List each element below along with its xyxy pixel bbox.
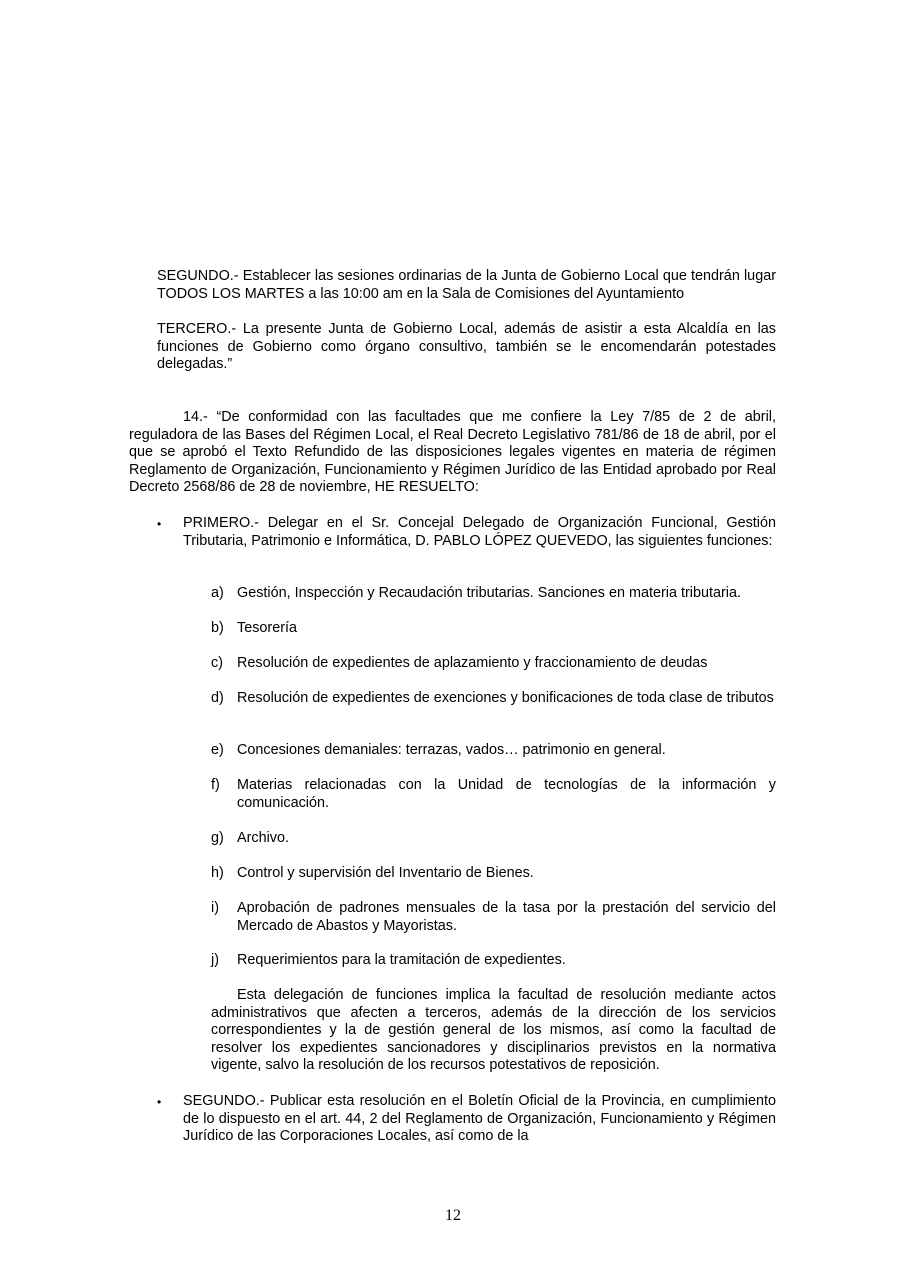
bullet-segundo: • bbox=[157, 1095, 162, 1109]
list-item: Control y supervisión del Inventario de Bienes. bbox=[237, 865, 534, 881]
segundo-paragraph: SEGUNDO.- Establecer las sesiones ordinarias de la Junta de Gobierno Local que tendrán lugar TODOS LOS MARTES a las 10:00 am en la Sala de Comisiones del Ayuntamiento bbox=[157, 268, 776, 302]
list-item-label: f) bbox=[211, 777, 220, 793]
list-item: Aprobación de padrones mensuales de la tasa por la prestación del servicio del Mercado de Abastos y Mayoristas. bbox=[237, 900, 776, 934]
list-item: Resolución de expedientes de aplazamiento y fraccionamiento de deudas bbox=[237, 655, 708, 671]
list-item-label: c) bbox=[211, 655, 223, 671]
primero-paragraph: PRIMERO.- Delegar en el Sr. Concejal Delegado de Organización Funcional, Gestión Tributaria, Patrimonio e Informática, D. PABLO LÓPEZ QUEVEDO, las siguientes funciones: bbox=[183, 515, 776, 549]
list-item: Tesorería bbox=[237, 620, 297, 636]
list-item: Concesiones demaniales: terrazas, vados… patrimonio en general. bbox=[237, 742, 666, 758]
list-item-label: a) bbox=[211, 585, 224, 601]
segundo-bullet-paragraph: SEGUNDO.- Publicar esta resolución en el Boletín Oficial de la Provincia, en cumplimiento de lo dispuesto en el art. 44, 2 del Reglamento de Organización, Funcionamiento y Régimen Jurídico de las Corporaciones Locales, así como de la bbox=[183, 1093, 776, 1144]
list-item-label: j) bbox=[211, 952, 219, 968]
list-item-label: i) bbox=[211, 900, 219, 916]
bullet-primero: • bbox=[157, 517, 162, 531]
list-item-label: e) bbox=[211, 742, 224, 758]
list-item-label: d) bbox=[211, 690, 224, 706]
list-item: Archivo. bbox=[237, 830, 289, 846]
page-number: 12 bbox=[445, 1207, 461, 1224]
list-item: Resolución de expedientes de exenciones y bonificaciones de toda clase de tributos bbox=[237, 690, 774, 706]
list-item-label: g) bbox=[211, 830, 224, 846]
list-item: Gestión, Inspección y Recaudación tributarias. Sanciones en materia tributaria. bbox=[237, 585, 741, 601]
list-item: Materias relacionadas con la Unidad de tecnologías de la información y comunicación. bbox=[237, 777, 776, 811]
tercero-paragraph: TERCERO.- La presente Junta de Gobierno Local, además de asistir a esta Alcaldía en las funciones de Gobierno como órgano consultivo, también se le encomendarán potestades delegadas.” bbox=[157, 321, 776, 372]
delegation-note: Esta delegación de funciones implica la facultad de resolución mediante actos administrativos que afecten a terceros, además de la dirección de los servicios correspondientes y la de gestión general de los mismos, así como la facultad de resolver los expedientes sancionadores y disciplinarios previstos en la normativa vigente, salvo la resolución de los recursos potestativos de reposición. bbox=[211, 987, 776, 1073]
list-item-label: b) bbox=[211, 620, 224, 636]
list-item: Requerimientos para la tramitación de expedientes. bbox=[237, 952, 566, 968]
section-14-paragraph: 14.- “De conformidad con las facultades que me confiere la Ley 7/85 de 2 de abril, reguladora de las Bases del Régimen Local, el Real Decreto Legislativo 781/86 de 18 de abril, por el que se aprobó el Texto Refundido de las disposiciones legales vigentes en materia de régimen Reglamento de Organización, Funcionamiento y Régimen Jurídico de las Entidad aprobado por Real Decreto 2568/86 de 28 de noviembre, HE RESUELTO: bbox=[129, 409, 776, 495]
list-item-label: h) bbox=[211, 865, 224, 881]
